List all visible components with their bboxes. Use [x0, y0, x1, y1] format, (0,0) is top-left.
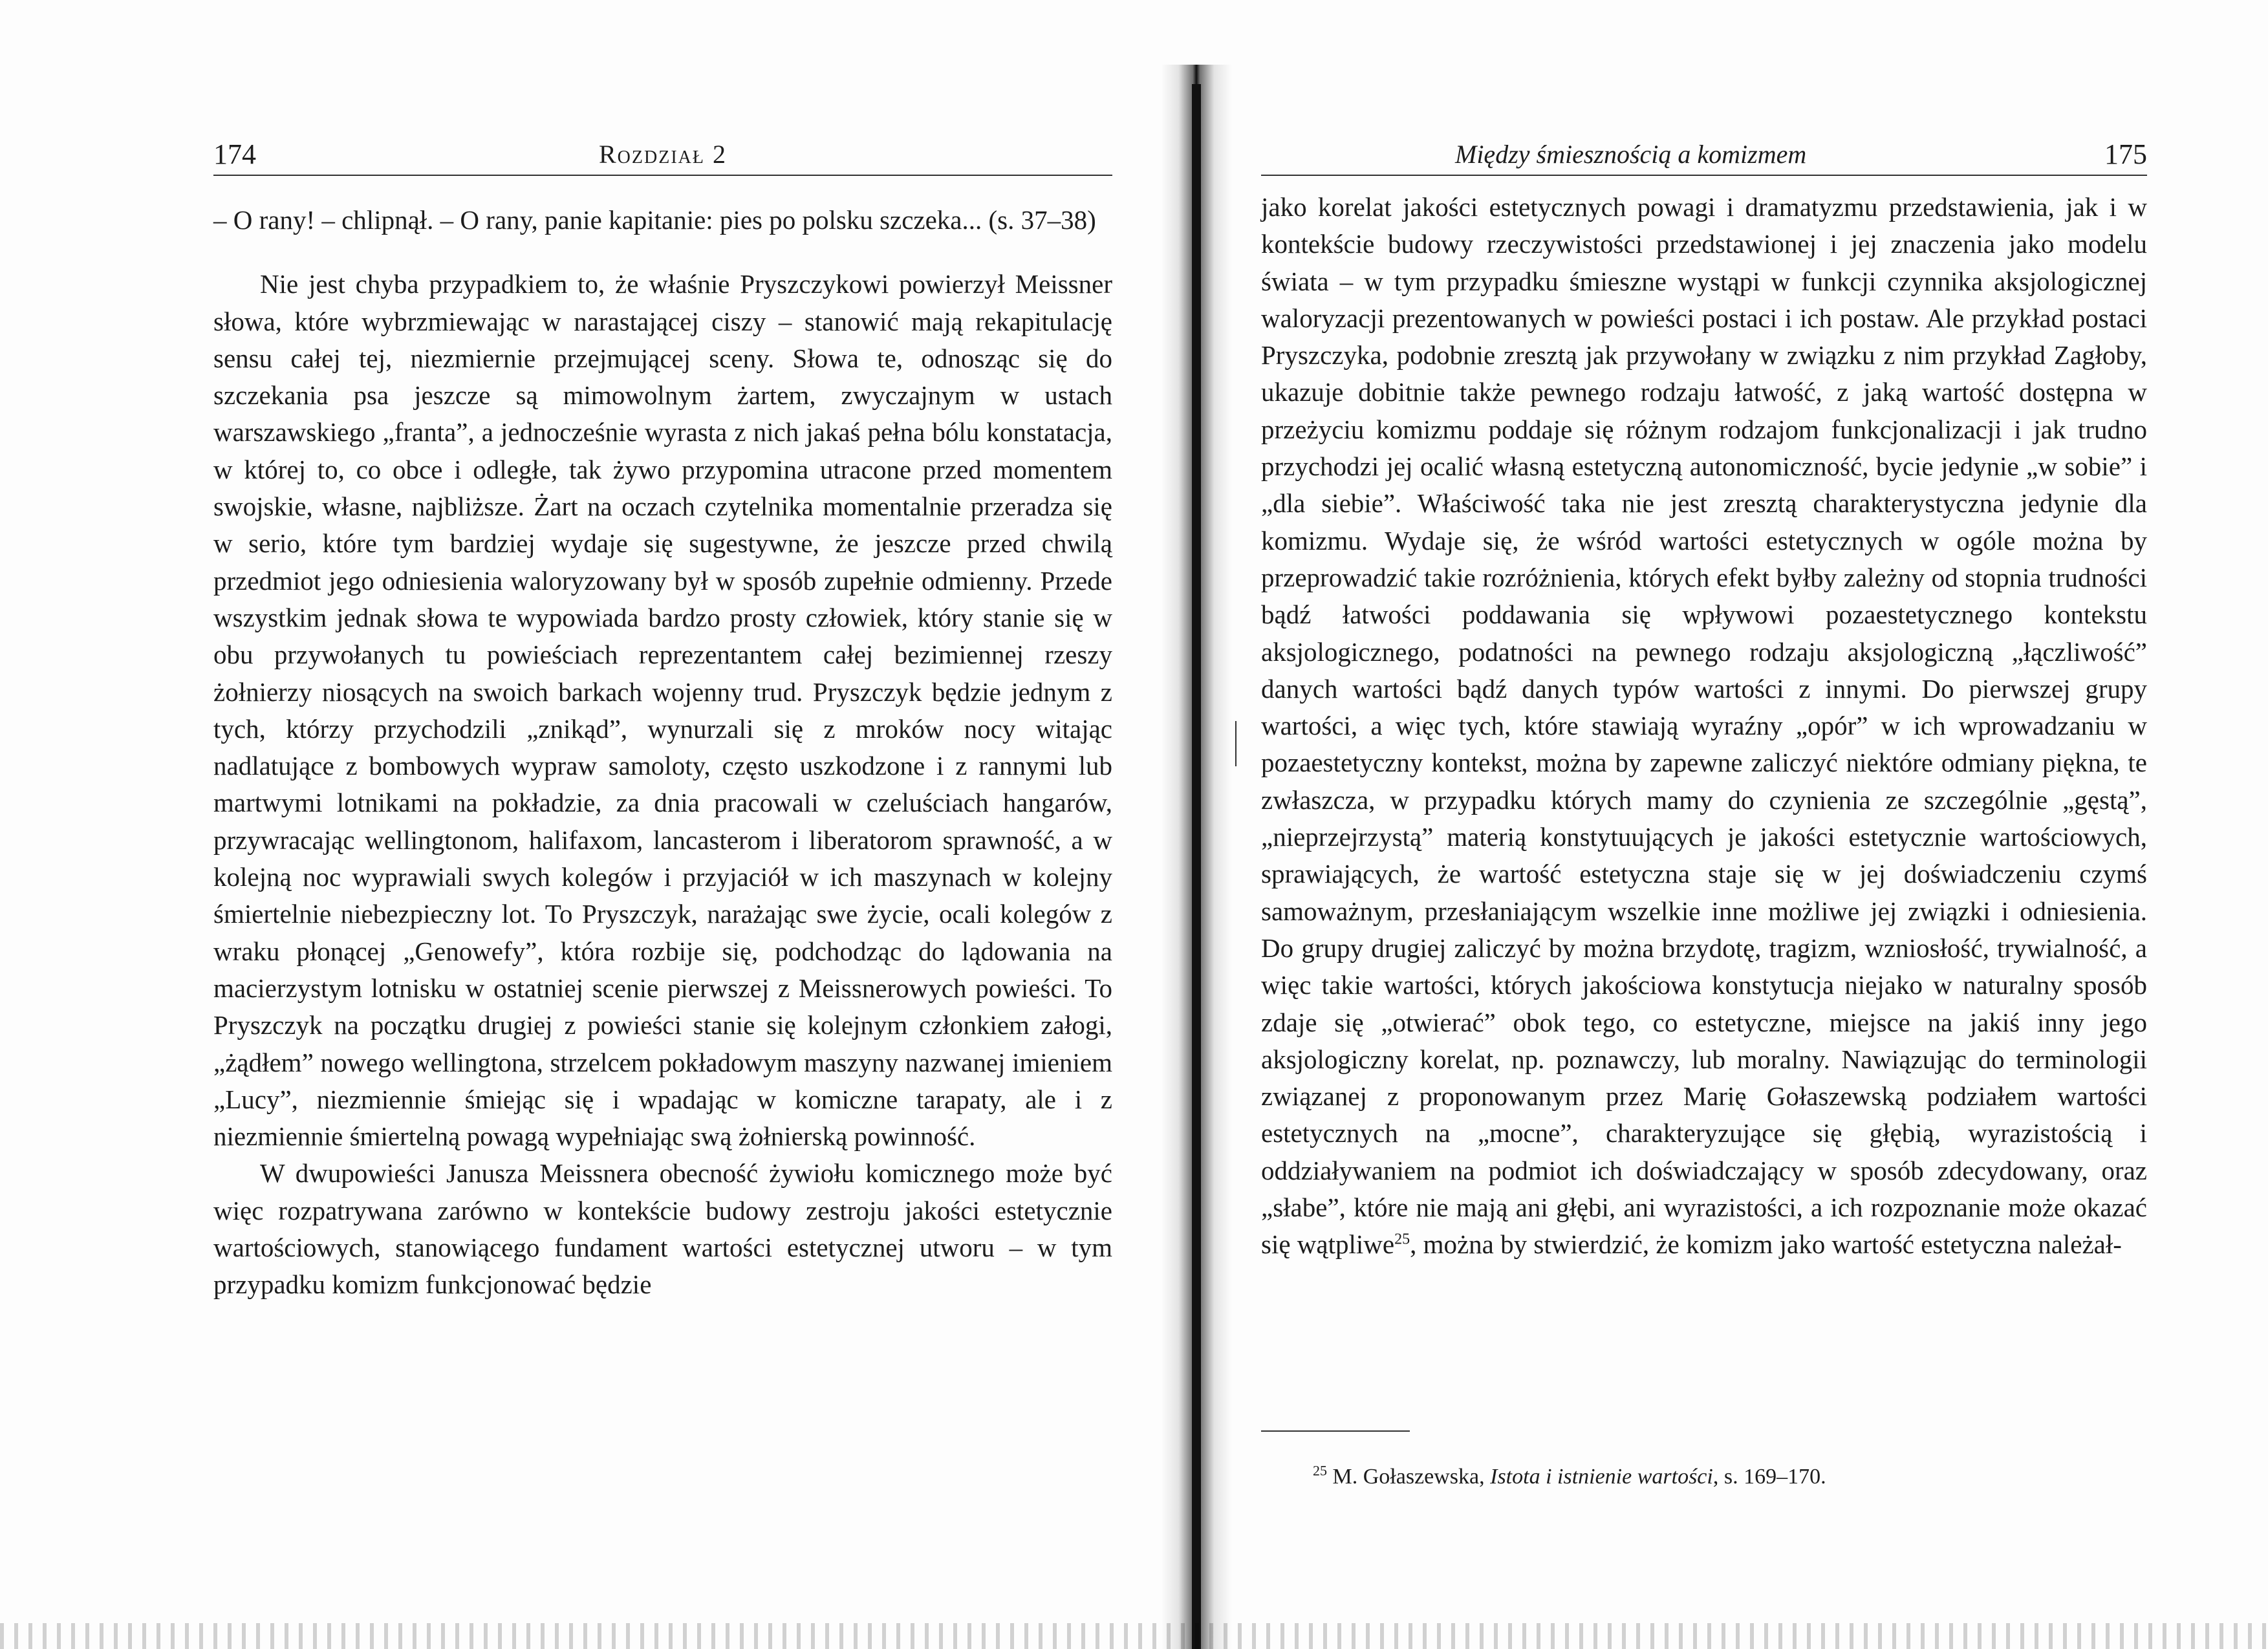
left-paragraph-1: Nie jest chyba przypadkiem to, że właśnie Pryszczykowi powierzył Meissner słowa, które wybrzmiewając w narastającej ciszy – stanowić mają rekapitulację sensu całej tej, niezmiernie przejmującej sceny. Słowa te, odnosząc się do szczekania psa jeszcze są mimowolnym żartem, zwyczajnym w ustach warszawskiego „franta”, a jednocześnie wyrasta z nich jakaś pełna bólu konstatacja, w której to, co obce i odległe, tak żywo przypomina utracone przed momentem swojskie, własne, najbliższe. Żart na oczach czytelnika momentalnie przeradza się w serio, które tym bardziej wydaje się sugestywne, że jeszcze przed chwilą przedmiot jego odniesienia waloryzowany był w sposób zupełnie odmienny. Przede wszystkim jednak słowa te wypowiada bardzo prosty człowiek, który stanie się w obu przywołanych tu powieściach reprezentantem całej bezimiennej rzeszy żołnierzy niosących na swoich barkach wojenny trud. Pryszczyk będzie jednym z tych, którzy przychodzili „znikąd”, wynurzali się z mroków nocy witając nadlatujące z bombowych wypraw samoloty, często uszkodzone i z rannymi lub martwymi lotnikami na pokładzie, za dnia pracowali w czeluściach hangarów, przywracając wellingtonom, halifaxom, lancasterom i liberatorom sprawność, a w kolejną noc wyprawiali swych kolegów i przyjaciół w ich maszynach w kolejny śmiertelnie niebezpieczny lot. To Pryszczyk, narażając swe życie, ocali kolegów z wraku płonącej „Genowefy”, która rozbije się, podchodząc do lądowania na macierzystym lotnisku w ostatniej scenie pierwszej z Meissnerowych powieści. To Pryszczyk na początku drugiej z powieści stanie się kolejnym członkiem załogi, „żądłem” nowego wellingtona, strzelcem pokładowym maszyny nazwanej imieniem „Lucy”, niezmiennie śmiejąc się i wpadając w komiczne tarapaty, ale i z niezmiennie śmiertelną powagą wypełniając swą żołnierską powinność.: [213, 269, 1112, 1152]
right-page: [1261, 0, 2147, 1649]
left-page: [213, 0, 1112, 1649]
footnote-reference: 25: [1394, 1231, 1410, 1248]
right-running-head: [1261, 136, 2147, 176]
left-paragraph-2: W dwupowieści Janusza Meissnera obecność żywiołu komicznego może być więc rozpatrywana zarówno w kontekście budowy zestroju jakości estetycznie wartościowych, stanowiącego fundament wartości estetycznej utworu – w tym przypadku komizm funkcjonować będzie: [213, 1158, 1112, 1300]
footnote: [1313, 1463, 2147, 1491]
left-body-text: [213, 202, 1112, 1304]
footnote-title: Istota i istnienie wartości: [1490, 1465, 1713, 1489]
right-paragraph-1-text: jako korelat jakości estetycznych powagi i dramatyzmu przedstawienia, jak i w kontekście budowy rzeczywistości przedstawionej i jej znaczenia jako modelu świata – w tym przypadku śmieszne wystąpi w funkcji czynnika aksjologicznej waloryzacji prezentowanych w powieści postaci i ich postaw. Ale przykład postaci Pryszczyka, podobnie zresztą jak przywołany w związku z nim przykład Zagłoby, ukazuje dobitnie także pewnego rodzaju łatwość, z jaką wartość dostępna w przeżyciu komizmu poddaje się różnym rodzajom funkcjonalizacji i jak trudno przychodzi jej ocalić własną estetyczną autonomiczność, bycie jedynie „w sobie” i „dla siebie”. Właściwość taka nie jest zresztą charakterystyczna jedynie dla komizmu. Wydaje się, że wśród wartości estetycznych w ogóle można by przeprowadzić takie rozróżnienia, których efekt byłby zależny od stopnia trudności bądź łatwości poddawania się wpływowi pozaestetycznego kontekstu aksjologicznego, podatności na pewnego rodzaju aksjologiczną „łączliwość” danych wartości bądź danych typów wartości z innymi. Do pierwszej grupy wartości, a więc tych, które stawiają wyraźny „opór” w ich wprowadzaniu w pozaestetyczny kontekst, można by zapewne zaliczyć niektóre odmiany piękna, te zwłaszcza, w przypadku których mamy do czynienia ze szczególnie „gęstą”, „nieprzejrzystą” materią konstytuujących je jakości estetycznie wartościowych, sprawiających, że wartość estetyczna staje się w jej doświadczeniu czymś samoważnym, przesłaniającym wszelkie inne możliwe jej związki i odniesienia. Do grupy drugiej zaliczyć by można brzydotę, tragizm, wzniosłość, trywialność, a więc takie wartości, których jakościowa konstytucja niejako w naturalny sposób zdaje się „otwierać” obok tego, co estetyczne, miejsce na jakiś inny jego aksjologiczny korelat, np. poznawczy, lub moralny. Nawiązując do terminologii związanej z proponowanym przez Marię Gołaszewską podziałem wartości estetycznych na „mocne”, charakteryzujące się głębią, wyrazistością i oddziaływaniem na podmiot ich doświadczający w sposób zdecydowany, oraz „słabe”, które nie mają ani głębi, ani wyrazistości, a ich rozpoznanie może okazać się wątpliwe: [1261, 192, 2147, 1260]
footnote-pages: , s. 169–170.: [1712, 1465, 1826, 1489]
left-chapter-title: Rozdział 2: [599, 140, 727, 169]
right-paragraph-1: [1261, 189, 2147, 1264]
left-page-number: 174: [213, 138, 256, 170]
dialogue-quote: – O rany! – chlipnął. – O rany, panie kapitanie: pies po polsku szczeka... (s. 37–38): [213, 205, 1096, 235]
footnote-author: M. Gołaszewska,: [1332, 1465, 1491, 1489]
right-paragraph-1-end: , można by stwierdzić, że komizm jako wartość estetyczna należał-: [1410, 1229, 2122, 1260]
binding-crease: [1192, 84, 1201, 1649]
footnote-number: 25: [1313, 1462, 1327, 1479]
right-page-number: 175: [2104, 138, 2147, 170]
left-running-head: [213, 136, 1112, 176]
footnote-rule: [1261, 1430, 1410, 1432]
margin-pencil-mark: [1235, 721, 1237, 766]
right-body-text: [1261, 189, 2147, 1264]
right-chapter-title: Między śmiesznością a komizmem: [1455, 140, 1807, 169]
